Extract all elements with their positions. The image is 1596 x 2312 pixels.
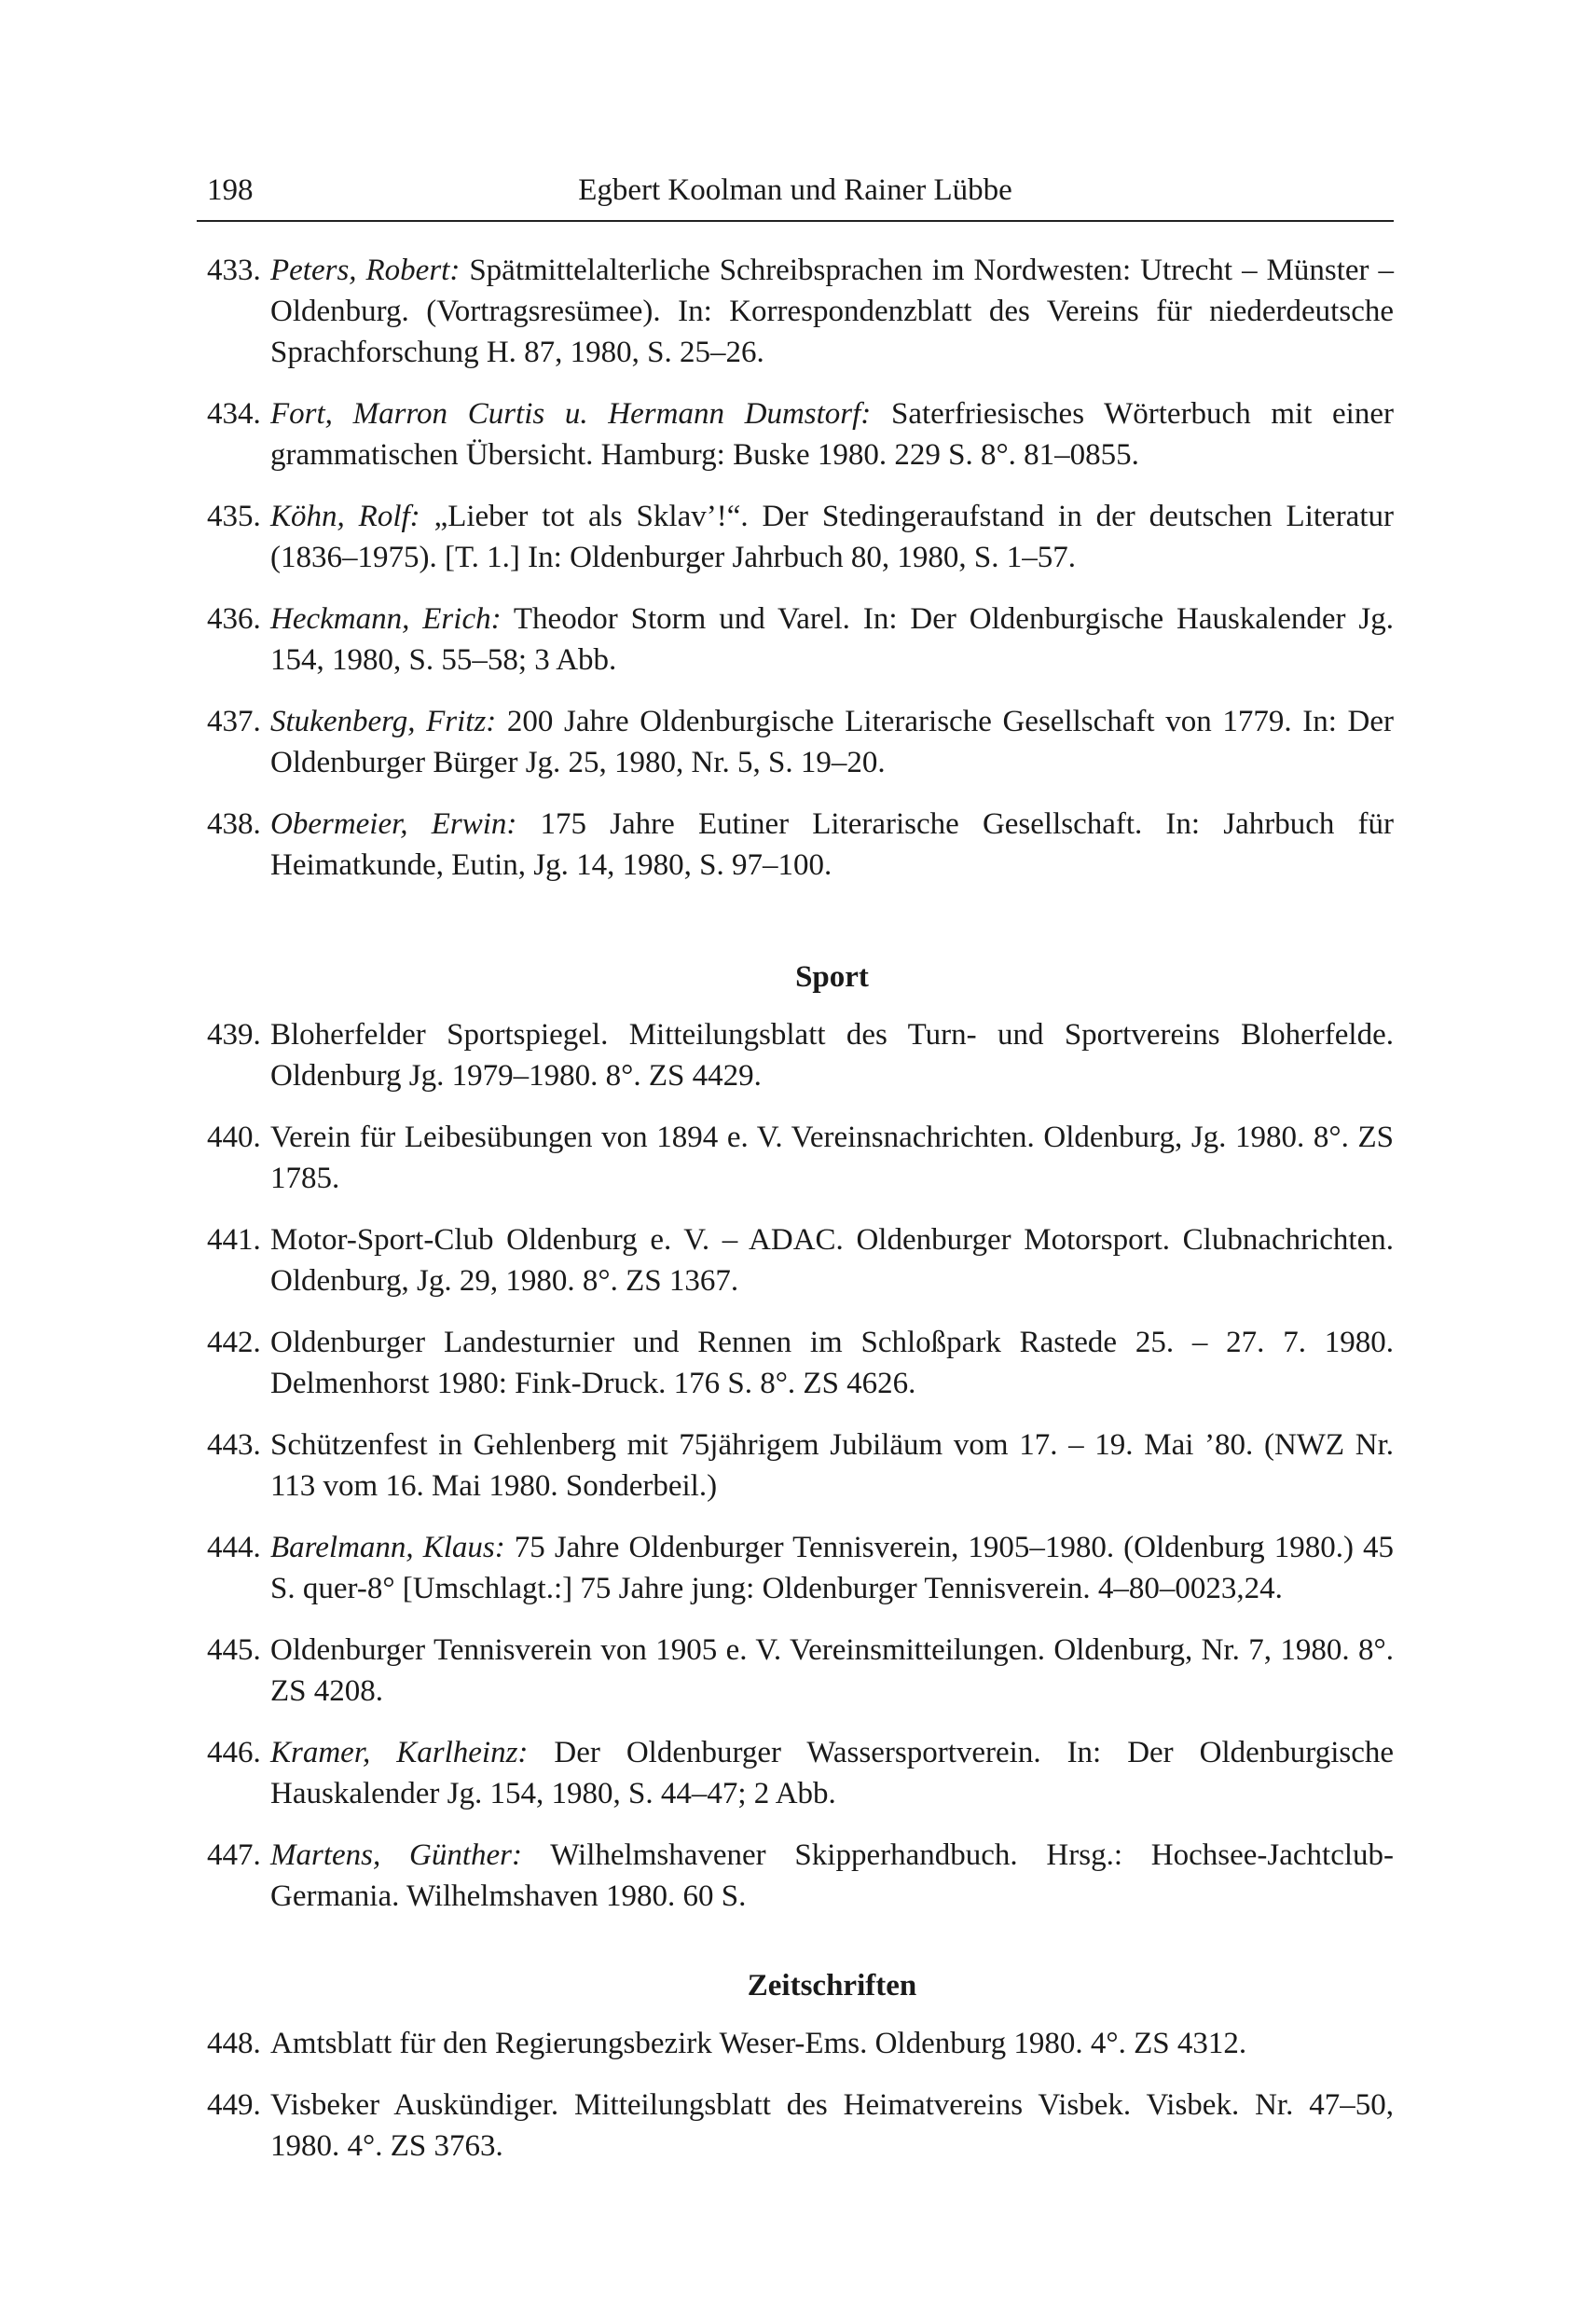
entry-text: Verein für Leibesübungen von 1894 e. V. Vereinsnachrichten. Oldenburg, Jg. 1980. 8°. ZS 1785. — [270, 1121, 1394, 1195]
entry-number: 439. — [207, 1018, 261, 1052]
bibliography-entry — [197, 1835, 1394, 1917]
entry-text: „Lieber tot als Sklav’!“. Der Stedingeraufstand in der deutschen Literatur (1836–1975). [T. 1.] In: Oldenburger Jahrbuch 80, 1980, S. 1–57. — [270, 500, 1394, 574]
page-header — [197, 168, 1394, 222]
bibliography-entry — [197, 1117, 1394, 1199]
entry-number: 444. — [207, 1531, 261, 1564]
page — [197, 168, 1394, 2187]
section-heading-zeitschriften: Zeitschriften — [747, 1969, 917, 2002]
entry-text: Theodor Storm und Varel. In: Der Oldenburgische Hauskalender Jg. 154, 1980, S. 55–58; 3 Abb. — [270, 602, 1394, 677]
bibliography-entry — [197, 1527, 1394, 1609]
section-heading-sport: Sport — [795, 960, 869, 994]
bibliography-entry — [197, 701, 1394, 783]
entry-text: 75 Jahre Oldenburger Tennisverein, 1905–1980. (Oldenburg 1980.) 45 S. quer-8° [Umschlagt.:] 75 Jahre jung: Oldenburger Tennisverein. 4–80–0023,24. — [270, 1531, 1395, 1605]
entry-number: 434. — [207, 397, 261, 431]
entry-text: Wilhelmshavener Skipperhandbuch. Hrsg.: Hochsee-Jachtclub-Germania. Wilhelmshaven 1980. 60 S. — [270, 1838, 1394, 1913]
entry-author: Heckmann, Erich: — [270, 602, 502, 636]
entry-number: 448. — [207, 2027, 261, 2060]
bibliography-entry — [197, 1732, 1394, 1814]
entry-number: 437. — [207, 705, 261, 738]
entry-text: Oldenburger Tennisverein von 1905 e. V. Vereinsmitteilungen. Oldenburg, Nr. 7, 1980. 8°. ZS 4208. — [270, 1633, 1394, 1708]
bibliography-entry — [197, 1219, 1394, 1301]
running-title: Egbert Koolman und Rainer Lübbe — [578, 173, 1012, 207]
entry-text: Schützenfest in Gehlenberg mit 75jährigem Jubiläum vom 17. – 19. Mai ’80. (NWZ Nr. 113 vom 16. Mai 1980. Sonderbeil.) — [270, 1428, 1394, 1503]
bibliography-entry — [197, 804, 1394, 886]
entries-zeitschriften — [197, 2023, 1394, 2167]
entry-number: 433. — [207, 254, 261, 287]
bibliography-entry — [197, 1322, 1394, 1404]
entry-author: Martens, Günther: — [270, 1838, 523, 1872]
bibliography-entry — [197, 1630, 1394, 1712]
entry-author: Fort, Marron Curtis u. Hermann Dumstorf: — [270, 397, 872, 431]
entry-number: 435. — [207, 500, 261, 533]
entry-author: Obermeier, Erwin: — [270, 807, 517, 841]
entry-number: 446. — [207, 1736, 261, 1769]
entry-number: 440. — [207, 1121, 261, 1154]
entry-number: 438. — [207, 807, 261, 841]
bibliography-entry — [197, 250, 1394, 373]
entry-number: 436. — [207, 602, 261, 636]
entry-author: Kramer, Karlheinz: — [270, 1736, 529, 1769]
bibliography-entry — [197, 2023, 1394, 2064]
bibliography-entry — [197, 393, 1394, 475]
entry-text: Der Oldenburger Wassersportverein. In: Der Oldenburgische Hauskalender Jg. 154, 1980, S. 44–47; 2 Abb. — [270, 1736, 1394, 1810]
entry-text: Spätmittelalterliche Schreibsprachen im Nordwesten: Utrecht – Münster – Oldenburg. (Vortragsresümee). In: Korrespondenzblatt des Vereins für niederdeutsche Sprachforschung H. 87, 1980, S. 25–26. — [270, 254, 1395, 369]
entry-text: Oldenburger Landesturnier und Rennen im Schloßpark Rastede 25. – 27. 7. 1980. Delmenhorst 1980: Fink-Druck. 176 S. 8°. ZS 4626. — [270, 1326, 1394, 1400]
entry-text: 175 Jahre Eutiner Literarische Gesellschaft. In: Jahrbuch für Heimatkunde, Eutin, Jg. 14, 1980, S. 97–100. — [270, 807, 1394, 882]
entries-sport — [197, 1014, 1394, 1917]
entry-author: Stukenberg, Fritz: — [270, 705, 497, 738]
entry-author: Barelmann, Klaus: — [270, 1531, 505, 1564]
bibliography-entry — [197, 2085, 1394, 2167]
entry-number: 447. — [207, 1838, 261, 1872]
entry-text: Motor-Sport-Club Oldenburg e. V. – ADAC. Oldenburger Motorsport. Clubnachrichten. Oldenburg, Jg. 29, 1980. 8°. ZS 1367. — [270, 1223, 1394, 1298]
bibliography — [197, 250, 1394, 2167]
bibliography-entry — [197, 1014, 1394, 1096]
page-number: 198 — [207, 173, 254, 207]
bibliography-entry — [197, 496, 1394, 578]
entry-author: Peters, Robert: — [270, 254, 461, 287]
entry-text: Bloherfelder Sportspiegel. Mitteilungsblatt des Turn- und Sportvereins Bloherfelde. Oldenburg Jg. 1979–1980. 8°. ZS 4429. — [270, 1018, 1394, 1093]
entry-author: Köhn, Rolf: — [270, 500, 420, 533]
entry-number: 445. — [207, 1633, 261, 1667]
entry-text: Visbeker Auskündiger. Mitteilungsblatt des Heimatvereins Visbek. Visbek. Nr. 47–50, 1980. 4°. ZS 3763. — [270, 2088, 1394, 2163]
entry-text: Amtsblatt für den Regierungsbezirk Weser-Ems. Oldenburg 1980. 4°. ZS 4312. — [270, 2027, 1247, 2060]
bibliography-entry — [197, 599, 1394, 681]
entry-number: 442. — [207, 1326, 261, 1359]
bibliography-entry — [197, 1424, 1394, 1507]
entry-text: Saterfriesisches Wörterbuch mit einer grammatischen Übersicht. Hamburg: Buske 1980. 229 S. 8°. 81–0855. — [270, 397, 1394, 472]
entry-number: 441. — [207, 1223, 261, 1257]
entry-number: 449. — [207, 2088, 261, 2122]
entry-number: 443. — [207, 1428, 261, 1462]
entry-text: 200 Jahre Oldenburgische Literarische Gesellschaft von 1779. In: Der Oldenburger Bürger Jg. 25, 1980, Nr. 5, S. 19–20. — [270, 705, 1394, 779]
entries-literature — [197, 250, 1394, 886]
